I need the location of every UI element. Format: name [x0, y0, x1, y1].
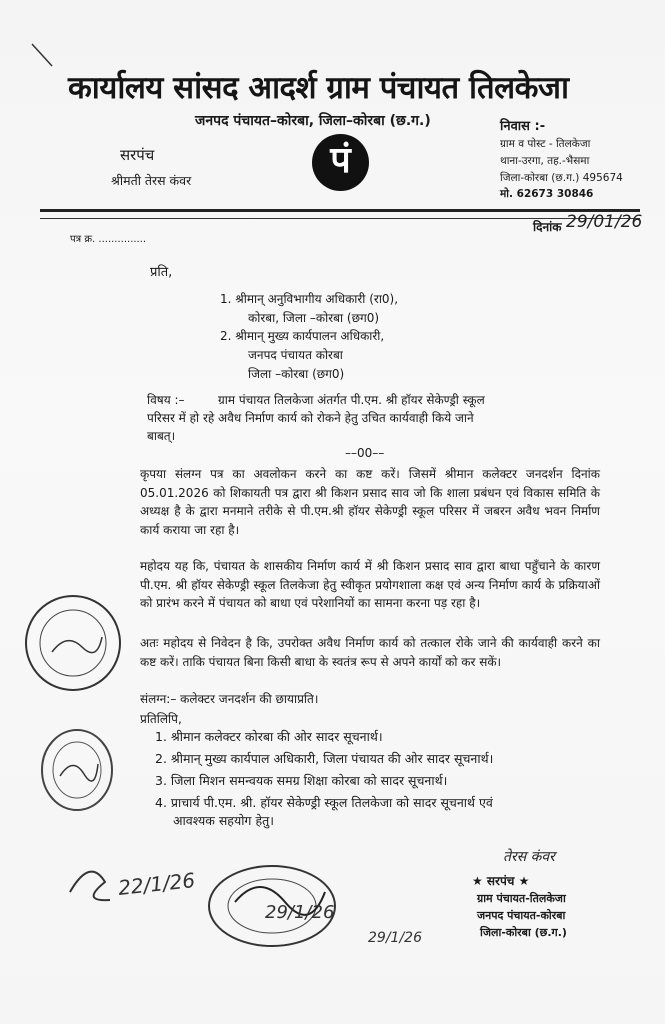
date-value: 29/01/26 [566, 212, 643, 232]
pen-mark [28, 40, 58, 70]
received-date: 22/1/26 [116, 868, 197, 900]
copy-item: 4. प्राचार्य पी.एम. श्री. हॉयर सेकेण्ड्री स्कूल तिलकेजा को सादर सूचनार्थ एवं [155, 795, 493, 810]
sarpanch-signature: तेरस कंवर [503, 849, 555, 865]
recipient-line: 2. श्रीमान् मुख्य कार्यपालन अधिकारी, [220, 329, 385, 343]
signature-seal-title: ★ सरपंच ★ [472, 874, 530, 888]
subject-label: विषय :– [147, 393, 185, 407]
recipient-line: 1. श्रीमान् अनुविभागीय अधिकारी (रा0), [220, 292, 399, 306]
body-paragraph: महोदय यह कि, पंचायत के शासकीय निर्माण कार्य में श्री किशन प्रसाद साव द्वारा बाधा पहुँचाने के कारण पी.एम. श्री हॉयर सेकेण्ड्री स्कूल तिलकेजा हेतु स्वीकृत प्रयोगशाला कक्ष एवं अन्य निर्माण कार्य के प्रक्रियाओं को प्रारंभ करने में पंचायत को बाधा एवं परेशानियों का सामना करना पड़ रहा है। [140, 559, 600, 610]
letter-number: पत्र क्र. ............... [70, 234, 147, 245]
copy-to-label: प्रतिलिपि, [140, 712, 182, 726]
section-divider: ––00–– [345, 446, 385, 460]
signature-seal-line: जिला-कोरबा (छ.ग.) [480, 926, 567, 939]
body-paragraph: अतः महोदय से निवेदन है कि, उपरोक्त अवैध निर्माण कार्य को तत्काल रोके जाने की कार्यवाही करने का कष्ट करें। ताकि पंचायत बिना किसी बाधा के स्वतंत्र रूप से अपने कार्यों को कर सकें। [140, 636, 600, 669]
copy-item: 1. श्रीमान कलेक्टर कोरबा की ओर सादर सूचनार्थ। [155, 729, 383, 744]
salutation-to: प्रति, [150, 265, 173, 280]
subject-line: बाबत्। [147, 429, 176, 443]
address-line: थाना-उरगा, तह.-भैसमा [500, 155, 590, 167]
copy-item-continued: आवश्यक सहयोग हेतु। [173, 813, 274, 828]
body-paragraph: कृपया संलग्न पत्र का अवलोकन करने का कष्ट करें। जिसमें श्रीमान कलेक्टर जनदर्शन दिनांक 05.01.2026 को शिकायती पत्र द्वारा श्री किशन प्रसाद साव जो कि शाला प्रबंधन एवं विकास समिति के अध्यक्ष है के द्वारा मनमाने तरीके से पी.एम.श्री हॉयर सेकेण्ड्री स्कूल परिसर में जबरन अवैध भवन निर्माण कार्य कराया जा रहा है। [140, 467, 600, 537]
copy-item: 2. श्रीमान् मुख्य कार्यपाल अधिकारी, जिला पंचायत की ओर सादर सूचनार्थ। [155, 751, 494, 766]
address-line: ग्राम व पोस्ट - तिलकेजा [500, 138, 591, 150]
subject-line: परिसर में हो रहे अवैध निर्माण कार्य को रोकने हेतु उचित कार्यवाही किये जाने [147, 411, 474, 425]
received-date: 29/1/26 [265, 902, 335, 923]
recipient-line: जिला –कोरबा (छग0) [248, 367, 345, 381]
signature-seal-line: जनपद पंचायत-कोरबा [477, 909, 566, 922]
office-title: कार्यालय सांसद आदर्श ग्राम पंचायत तिलकेजा [68, 70, 569, 106]
enclosure-note: संलग्न:– कलेक्टर जनदर्शन की छायाप्रति। [140, 692, 319, 706]
recipient-line: कोरबा, जिला –कोरबा (छग0) [248, 311, 380, 325]
address-heading: निवास :- [500, 119, 546, 134]
date-label: दिनांक [533, 220, 562, 234]
copy-item: 3. जिला मिशन समन्वयक समग्र शिक्षा कोरबा को सादर सूचनार्थ। [155, 773, 448, 788]
address-line: जिला-कोरबा (छ.ग.) 495674 [500, 172, 623, 184]
recipient-line: जनपद पंचायत कोरबा [248, 348, 343, 362]
sarpanch-name: श्रीमती तेरस कंवर [111, 173, 192, 188]
receipt-seal-stamp [22, 592, 124, 694]
panchayat-logo: पं [312, 134, 369, 191]
signature-seal-line: ग्राम पंचायत-तिलकेजा [477, 892, 566, 905]
received-date: 29/1/26 [368, 930, 422, 946]
office-subtitle: जनपद पंचायत–कोरबा, जिला–कोरबा (छ.ग.) [195, 113, 431, 129]
mobile-number: मो. 62673 30846 [500, 188, 594, 200]
subject-line: ग्राम पंचायत तिलकेजा अंतर्गत पी.एम. श्री हॉयर सेकेण्ड्री स्कूल [218, 393, 485, 407]
office-stamp [38, 726, 116, 814]
sarpanch-label: सरपंच [120, 146, 155, 164]
receiver-signature [60, 852, 120, 912]
